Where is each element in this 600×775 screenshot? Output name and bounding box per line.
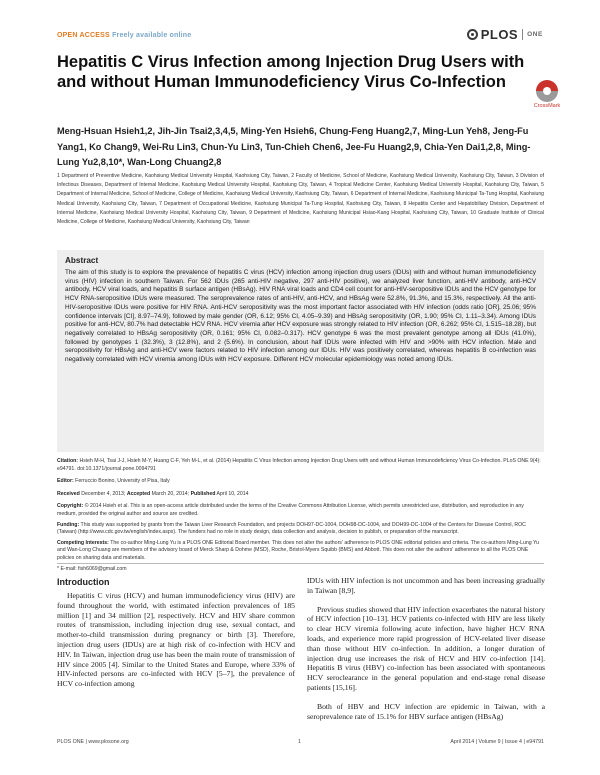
citation-label: Citation:: [57, 458, 79, 464]
article-title: Hepatitis C Virus Infection among Injection Drug Users with and without Human Immunodeficiency Virus Co-Infection: [57, 53, 525, 91]
copyright-text: © 2014 Hsieh et al. This is an open-access article distributed under the terms of the Creative Commons Attribution License, which permits unrestricted use, distribution, and reproduction in any medium, provided the original author and source are credited.: [57, 503, 524, 517]
abstract-text: The aim of this study is to explore the prevalence of hepatitis C virus (HCV) infection among injection drug users (IDUs) with and without human immunodeficiency virus (HIV) infection in southern Taiwan. For 562 IDUs (265 anti-HIV negative, 297 anti-HIV positive), we analyzed liver function, anti-HIV antibody, anti-HCV antibody, HCV viral loads, and hepatitis B surface antigen (HBsAg). HIV RNA viral loads and CD4 cell count for anti-HIV-seropositive IDUs and the HCV genotype for HCV RNA-seropositive IDUs were measured. The seroprevalence rates of anti-HIV, anti-HCV, and HBsAg were 52.8%, 91.3%, and 15.3%, respectively. All the anti-HIV-seropositive IDUs were positive for HIV RNA. Anti-HCV seropositivity was the most important factor associated with HIV infection (odds ratio [OR], 25.06; 95% confidence intervals [CI], 8.97–74.9), followed by male gender (OR, 6.12; 95% CI, 4.05–9.39) and HBsAg seropositivity (OR, 1.90; 95% CI, 1.11–3.34). Among IDUs positive for anti-HCV, 80.7% had detectable HCV RNA. HCV viremia after HCV exposure was strongly related to HIV infection (OR, 6.262; 95% CI, 1.515–18.28), but negatively correlated to HBsAg seropositivity (OR, 0.161; 95% CI, 0.082–0.317). HCV genotype 6 was the most prevalent genotype among all IDUs (41.0%), followed by genotypes 1 (32.3%), 3 (12.8%), and 2 (5.6%). In conclusion, about half IDUs were infected with HIV and >90% with HCV infection. Male and seropositivity for HBsAg and anti-HCV were factors related to HIV infection among our IDUs. HIV was positively correlated, whereas hepatitis B co-infection was negatively correlated with HCV viremia among IDUs with HCV exposure. Different HCV molecular epidemiology was noted among IDUs.: [65, 269, 536, 364]
open-access-label: [57, 32, 191, 39]
plos-logo-suffix: ONE: [527, 31, 543, 38]
published-label: Published: [190, 490, 216, 497]
introduction-heading: Introduction: [57, 577, 110, 587]
intro-paragraph-1: Hepatitis C virus (HCV) and human immunodeficiency virus (HIV) are found throughout the world, with estimated infection prevalences of 185 million [1] and 34 million [2], respectively. HCV and HIV share common routes of transmission, including injection drug use, sexual contact, and mother-to-child transmission during pregnancy or birth [3]. Therefore, injection drug users (IDUs) are at high risk of co-infection with HCV and HIV. In Taiwan, injection drug use has been the main route of transmission of HIV since 2005 [4]. Similar to the United States and Europe, where 33% of HIV-infected persons are co-infected with HCV [5–7], the prevalence of HCV co-infection among: [57, 591, 295, 689]
crossmark-label: CrossMark: [533, 103, 561, 109]
editor-label: Editor:: [57, 478, 74, 485]
copyright-label: Copyright:: [57, 503, 84, 510]
published-date: April 10, 2014: [216, 490, 249, 497]
funding: [57, 522, 544, 537]
crossmark-badge[interactable]: [527, 80, 567, 109]
competing-label: Competing Interests:: [57, 539, 109, 546]
abstract-box: [57, 250, 544, 452]
dates: [57, 491, 544, 499]
accepted-label: Accepted: [126, 490, 151, 497]
freely-available-label: Freely available online: [112, 32, 192, 39]
funding-label: Funding:: [57, 521, 80, 528]
header-bar: [57, 27, 543, 44]
intro-paragraph-1-cont: IDUs with HIV infection is not uncommon and has been increasing gradually in Taiwan [8,9].: [307, 576, 545, 595]
citation: [57, 458, 544, 473]
article-metadata: [57, 458, 544, 578]
footer-page-number: 1: [298, 739, 301, 745]
funding-text: This study was supported by grants from the Taiwan Liver Research Foundation, and projects DOH97-DC-1004, DOH98-DC-1004, and DOH99-DC-1004 of the Centers for Disease Control, ROC (Taiwan) (http://www.cdc.gov.tw/english/index.aspx). The funders had no role in study design, data collection and analysis, decision to publish, or preparation of the manuscript.: [57, 521, 526, 536]
citation-text: Hsieh M-H, Tsai J-J, Hsieh M-Y, Huang C-F, Yeh M-L, et al. (2014) Hepatitis C Virus Infection among Injection Drug Users with and without Human Immunodeficiency Virus Co-Infection. PLoS ONE 9(4): e94791. doi:10.1371/journal.pone.0094791: [57, 458, 541, 472]
section-divider: [57, 563, 544, 564]
plos-one-logo: [467, 27, 543, 42]
intro-paragraph-3: Both of HBV and HCV infection are epidemic in Taiwan, with a seroprevalence rate of 15.1% for HBV surface antigen (HBsAg): [307, 701, 545, 721]
intro-paragraph-2: Previous studies showed that HIV infection exacerbates the natural history of HCV infection [10–13]. HCV patients co-infected with HIV are less likely to clear HCV viremia following acute infection, have higher HCV RNA loads, and experience more rapid progression of HCV-related liver disease than those without HIV co-infection. In addition, a longer duration of injection drug use increases the risk of HCV and HIV co-infection [14]. Hepatitis B virus (HBV) co-infection has been associated with spontaneous HCV seroclearance in the general population and end-stage renal disease patients [15,16].: [307, 604, 545, 692]
abstract-heading: Abstract: [65, 256, 99, 265]
footer-issue: April 2014 | Volume 9 | Issue 4 | e94791: [450, 739, 544, 745]
crossmark-icon: [536, 80, 558, 102]
page-footer: [57, 739, 544, 749]
plos-logo-icon: [467, 29, 478, 40]
received-date: December 4, 2013;: [81, 490, 126, 497]
open-access-word: OPEN: [57, 32, 78, 39]
competing-interests: [57, 540, 544, 563]
body-column-right: [307, 576, 545, 721]
email: * E-mail: fish6069@gmail.com: [57, 565, 127, 572]
editor-text: Ferruccio Bonino, University of Pisa, Italy: [75, 478, 170, 485]
received-label: Received: [57, 490, 80, 497]
accepted-date: March 20, 2014;: [151, 490, 190, 497]
open-access-word-2: ACCESS: [79, 32, 110, 39]
copyright: [57, 503, 544, 518]
editor: [57, 478, 544, 486]
body-column-left: [57, 591, 295, 689]
competing-text: The co-author Ming-Lung Yu is a PLOS ONE Editorial Board member. This does not alter the authors' adherence to PLOS ONE editorial policies and criteria. The co-authors Ming-Lung Yu and Wan-Long Chuang are members of the advisory board of Merck Sharp & Dohme (MSD), Roche, Bristol-Myers Squibb (BMS) and Abbott. This does not alter the authors' adherence to all the PLOS ONE policies on sharing data and materials.: [57, 539, 540, 561]
author-list: Meng-Hsuan Hsieh1,2, Jih-Jin Tsai2,3,4,5, Ming-Yen Hsieh6, Chung-Feng Huang2,7, Ming-Lun Yeh8, Jeng-Fu Yang1, Ko Chang9, Wei-Ru Lin3, Chun-Yu Lin3, Tun-Chieh Chen6, Jee-Fu Huang2,9, Chia-Yen Dai1,2,8, Ming-Lung Yu2,8,10*, Wan-Long Chuang2,8: [57, 126, 531, 167]
logo-divider: [522, 29, 523, 40]
footer-journal: PLOS ONE | www.plosone.org: [57, 739, 129, 745]
affiliations: 1 Department of Preventive Medicine, Kaohsiung Medical University Hospital, Kaohsiung City, Taiwan, 2 Faculty of Medicine, School of Medicine, Kaohsiung Medical University, Kaohsiung City, Taiwan, 3 Division of Infectious Diseases, Department of Internal Medicine, Kaohsiung Medical University Hospital, Kaohsiung City, Taiwan, 4 Tropical Medicine Center, Kaohsiung Medical University Hospital, Kaohsiung City, Taiwan, 5 Department of Internal Medicine, School of Medicine, College of Medicine, Kaohsiung Medical University, Kaohsiung City, Taiwan, 6 Department of Internal Medicine, Kaohsiung Municipal Ta-Tung Hospital, Kaohsiung Medical University, Kaohsiung City, Taiwan, 7 Department of Occupational Medicine, Kaohsiung Municipal Ta-Tung Hospital, Kaohsiung City, Taiwan, 8 Hepatitis Center and Hepatobiliary Division, Department of Internal Medicine, Kaohsiung Medical University Hospital, Kaohsiung City, Taiwan, 9 Department of Medicine, Kaohsiung Municipal Hsiao-Kang Hospital, Kaohsiung City, Taiwan, 10 Graduate Institute of Clinical Medicine, College of Medicine, Kaohsiung Medical University, Kaohsiung City, Taiwan: [57, 173, 544, 226]
plos-logo-word: PLOS: [480, 27, 519, 42]
